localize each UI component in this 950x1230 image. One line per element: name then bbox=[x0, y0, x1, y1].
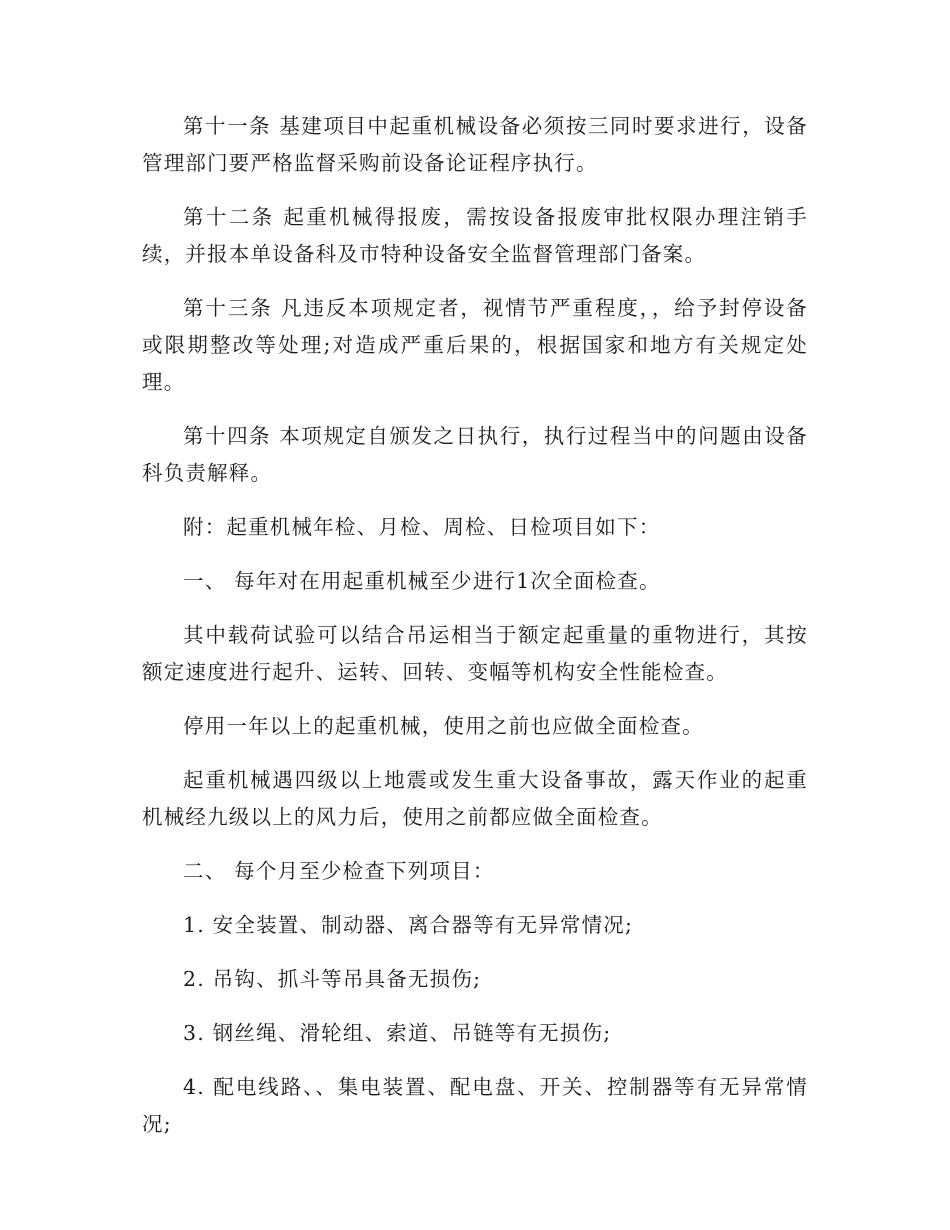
paragraph-article-14: 第十四条 本项规定自颁发之日执行，执行过程当中的问题由设备科负责解释。 bbox=[142, 424, 808, 485]
document-body bbox=[142, 108, 808, 1160]
paragraph-idle-cranes: 停用一年以上的起重机械，使用之前也应做全面检查。 bbox=[183, 714, 704, 738]
paragraph-article-11: 第十一条 基建项目中起重机械设备必须按三同时要求进行，设备管理部门要严格监督采购前设备论证程序执行。 bbox=[142, 114, 808, 175]
list-item-4: 4. 配电线路、、集电装置、配电盘、开关、控制器等有无异常情况; bbox=[142, 1075, 808, 1136]
list-item-1: 1. 安全装置、制动器、离合器等有无异常情况; bbox=[183, 913, 634, 937]
list-item-3: 3. 钢丝绳、滑轮组、索道、吊链等有无损伤; bbox=[183, 1021, 612, 1045]
paragraph-load-test: 其中载荷试验可以结合吊运相当于额定起重量的重物进行，其按额定速度进行起升、运转、回转、变幅等机构安全性能检查。 bbox=[142, 623, 808, 684]
paragraph-section-2: 二、 每个月至少检查下列项目： bbox=[183, 859, 495, 883]
list-item-2: 2. 吊钩、抓斗等吊具备无损伤; bbox=[183, 967, 482, 991]
paragraph-section-1: 一、 每年对在用起重机械至少进行1次全面检查。 bbox=[183, 569, 661, 593]
paragraph-article-13: 第十三条 凡违反本项规定者，视情节严重程度，，给予封停设备或限期整改等处理;对造成严重后果的，根据国家和地方有关规定处理。 bbox=[142, 296, 808, 394]
paragraph-article-12: 第十二条 起重机械得报废，需按设备报废审批权限办理注销手续，并报本单设备科及市特种设备安全监督管理部门备案。 bbox=[142, 205, 808, 266]
paragraph-earthquake-wind: 起重机械遇四级以上地震或发生重大设备事故，露天作业的起重机械经九级以上的风力后，使用之前都应做全面检查。 bbox=[142, 768, 808, 829]
paragraph-appendix-heading: 附：起重机械年检、月检、周检、日检项目如下： bbox=[183, 515, 661, 539]
